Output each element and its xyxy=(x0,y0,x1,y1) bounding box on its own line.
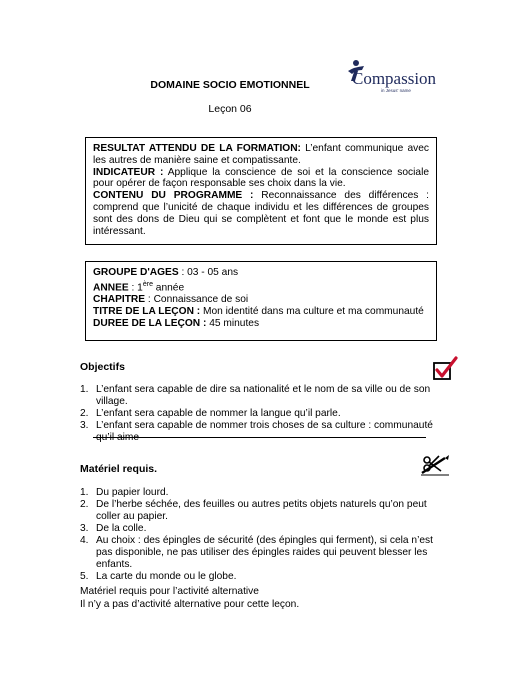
logo-text: Compassion xyxy=(352,69,437,88)
resultat-line xyxy=(93,143,429,167)
logo-subtext: in Jesus' name xyxy=(381,88,411,93)
resultat-text: L’enfant communique avec les autres de manière saine et compatissante. xyxy=(93,143,429,166)
list-item xyxy=(80,420,452,444)
compassion-logo xyxy=(326,57,437,97)
lesson-title: Leçon 06 xyxy=(208,103,252,115)
domain-title: DOMAINE SOCIO EMOTIONNEL xyxy=(150,79,310,91)
list-text: Du papier lourd. xyxy=(96,487,169,498)
list-item xyxy=(80,571,452,583)
chapitre-value: : Connaissance de soi xyxy=(145,293,249,305)
list-text: L’enfant sera capable de nommer la langue qu’il parle. xyxy=(96,408,341,419)
duree-value: 45 minutes xyxy=(206,317,260,329)
list-item xyxy=(80,487,452,499)
list-text: L’enfant sera capable de dire sa nationalité et le nom de sa ville ou de son village. xyxy=(96,384,431,407)
result-box xyxy=(85,137,437,245)
groupe-line xyxy=(93,267,429,279)
titre-line xyxy=(93,306,429,318)
annee-sup: ère xyxy=(142,280,153,288)
chapitre-line xyxy=(93,294,429,306)
materiel-list xyxy=(80,487,452,583)
annee-value-post: année xyxy=(152,282,185,294)
list-text: La carte du monde ou le globe. xyxy=(96,571,237,582)
contenu-label: CONTENU DU PROGRAMME : xyxy=(93,190,254,202)
list-text: Au choix : des épingles de sécurité (des épingles qui ferment), si cela n’est pas disponible, ne pas utiliser des épingles raides qui peuvent blesser les enfants. xyxy=(96,535,433,570)
list-text: L’enfant sera capable de nommer trois choses de sa culture : communauté qu’il aime xyxy=(96,420,433,443)
list-item xyxy=(80,523,452,535)
list-number: 1. xyxy=(80,487,89,498)
divider-line xyxy=(93,437,426,438)
list-number: 3. xyxy=(80,523,89,534)
list-number: 4. xyxy=(80,535,89,546)
alternative-text: Il n’y a pas d’activité alternative pour cette leçon. xyxy=(80,599,300,610)
list-text: De la colle. xyxy=(96,523,147,534)
duree-line xyxy=(93,318,429,330)
contenu-line xyxy=(93,190,429,237)
list-item xyxy=(80,384,452,408)
objectifs-heading: Objectifs xyxy=(80,361,125,373)
annee-line xyxy=(93,279,429,294)
list-number: 2. xyxy=(80,408,89,419)
chapitre-label: CHAPITRE xyxy=(93,293,146,305)
titre-value: Mon identité dans ma culture et ma communauté xyxy=(200,305,424,317)
pencil-scissors-icon xyxy=(419,452,451,476)
list-item xyxy=(80,535,452,571)
list-item xyxy=(80,408,452,420)
indicateur-label: INDICATEUR : xyxy=(93,166,164,178)
duree-label: DUREE DE LA LEÇON : xyxy=(93,317,207,329)
list-number: 3. xyxy=(80,420,89,431)
info-box xyxy=(85,261,437,341)
groupe-label: GROUPE D'AGES xyxy=(93,267,179,278)
groupe-value: : 03 - 05 ans xyxy=(178,267,239,278)
list-text: De l’herbe séchée, des feuilles ou autres petits objets naturels qu’on peut coller au papier. xyxy=(96,499,427,522)
annee-label: ANNEE xyxy=(93,282,129,294)
alternative-heading: Matériel requis pour l’activité alternative xyxy=(80,586,259,597)
checkbox-check-icon xyxy=(432,356,458,382)
materiel-heading: Matériel requis. xyxy=(80,463,158,475)
indicateur-text: Applique la conscience de soi et la conscience sociale pour opérer de façon responsable ses choix dans la vie. xyxy=(93,166,429,190)
titre-label: TITRE DE LA LEÇON : xyxy=(93,305,201,317)
list-number: 2. xyxy=(80,499,89,510)
list-number: 1. xyxy=(80,384,89,395)
contenu-text: Reconnaissance des différences : comprend que l’unicité de chaque individu et les différences de groupes sont des dons de Dieu qui se complètent et font que le monde est plus intéressant. xyxy=(93,190,429,237)
list-number: 5. xyxy=(80,571,89,582)
resultat-label: RESULTAT ATTENDU DE LA FORMATION: xyxy=(93,143,301,154)
indicateur-line xyxy=(93,167,429,191)
objectifs-list xyxy=(80,384,452,444)
annee-value-pre: : 1 xyxy=(128,282,143,294)
list-item xyxy=(80,499,452,523)
